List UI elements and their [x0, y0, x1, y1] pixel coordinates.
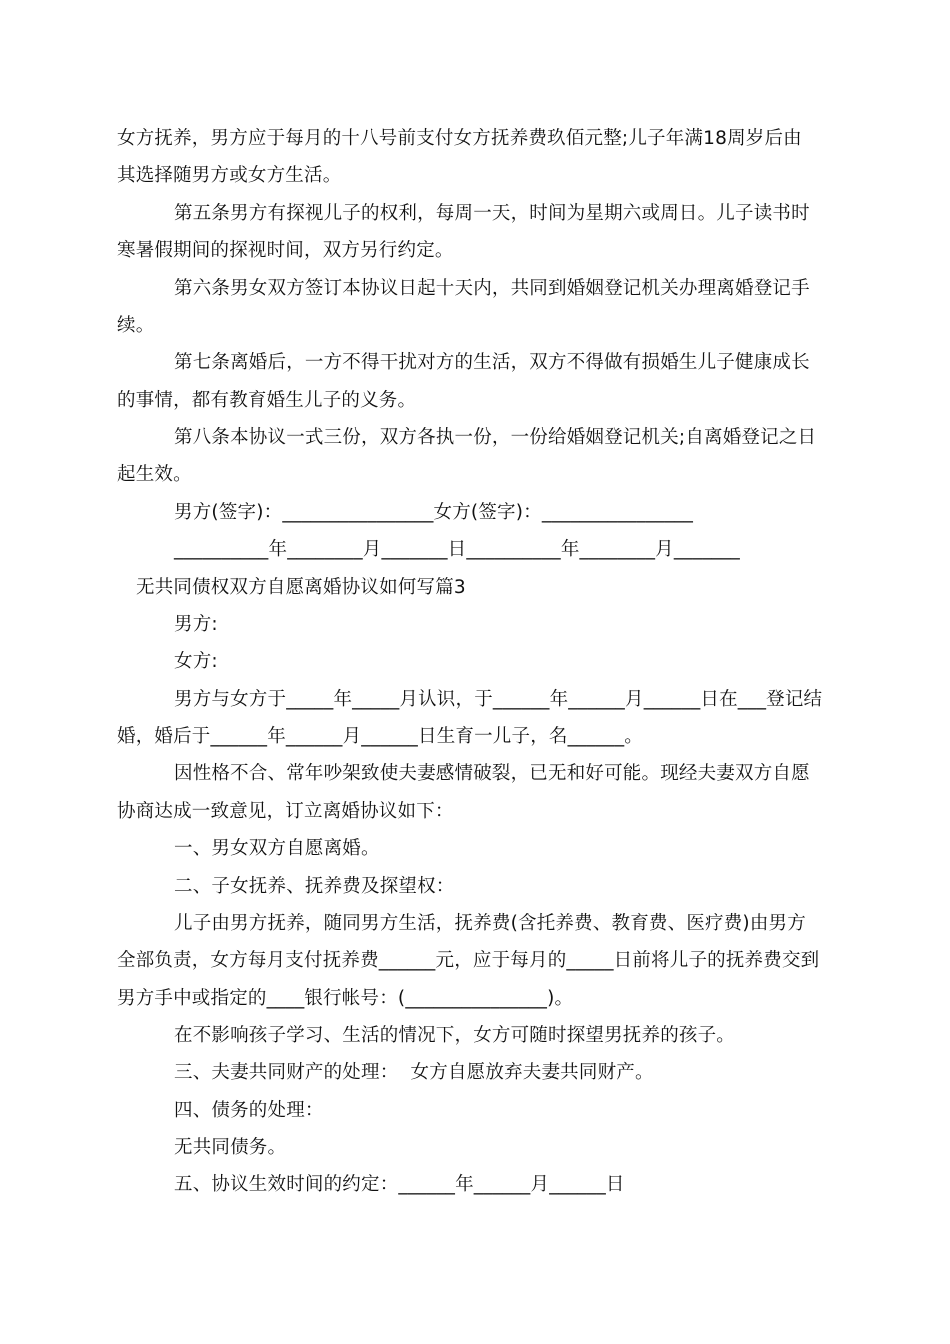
paragraph-line: 男方与女方于_____年_____月认识，于______年______月______日在___登记结	[174, 689, 823, 710]
paragraph-line: 婚，婚后于______年______月______日生育一儿子，名______。	[117, 726, 644, 747]
paragraph-line: 其选择随男方或女方生活。	[117, 165, 342, 186]
paragraph-line: 因性格不合、常年吵架致使夫妻感情破裂，已无和好可能。现经夫妻双方自愿	[174, 763, 810, 784]
paragraph-line: 起生效。	[117, 464, 192, 485]
clause-heading: 四、债务的处理：	[174, 1100, 324, 1121]
paragraph-line: 女方抚养，男方应于每月的十八号前支付女方抚养费玖佰元整;儿子年满18周岁后由	[117, 128, 802, 149]
paragraph-line: 全部负责，女方每月支付抚养费______元，应于每月的_____日前将儿子的抚养费交到	[117, 950, 820, 971]
signature-line: 男方(签字)：________________女方(签字)：________________	[174, 502, 694, 523]
paragraph-line: 续。	[117, 315, 155, 336]
paragraph-line: 第五条男方有探视儿子的权利，每周一天，时间为星期六或周日。儿子读书时	[174, 203, 810, 224]
section-title: 无共同债权双方自愿离婚协议如何写篇3	[136, 577, 466, 598]
paragraph-line: 在不影响孩子学习、生活的情况下，女方可随时探望男抚养的孩子。	[174, 1025, 736, 1046]
paragraph-line: 第六条男女双方签订本协议日起十天内，共同到婚姻登记机关办理离婚登记手	[174, 278, 810, 299]
paragraph-line: 男方手中或指定的____银行帐号：(_______________)。	[117, 988, 574, 1009]
clause-heading: 五、协议生效时间的约定：______年______月______日	[174, 1174, 625, 1195]
clause-heading: 三、夫妻共同财产的处理： 女方自愿放弃夫妻共同财产。	[174, 1062, 654, 1083]
paragraph-line: 儿子由男方抚养，随同男方生活，抚养费(含托养费、教育费、医疗费)由男方	[174, 913, 806, 934]
paragraph-line: 第七条离婚后，一方不得干扰对方的生活，双方不得做有损婚生儿子健康成长	[174, 352, 810, 373]
paragraph-line: 的事情，都有教育婚生儿子的义务。	[117, 390, 417, 411]
clause-heading: 一、男女双方自愿离婚。	[174, 838, 380, 859]
paragraph-line: 协商达成一致意见，订立离婚协议如下：	[117, 801, 454, 822]
date-line: __________年________月_______日__________年________月_______	[174, 539, 741, 560]
paragraph-line: 无共同债务。	[174, 1137, 287, 1158]
clause-heading: 二、子女抚养、抚养费及探望权：	[174, 876, 455, 897]
paragraph-line: 第八条本协议一式三份，双方各执一份，一份给婚姻登记机关;自离婚登记之日	[174, 427, 817, 448]
party-male: 男方:	[174, 614, 218, 635]
party-female: 女方:	[174, 651, 218, 672]
paragraph-line: 寒暑假期间的探视时间，双方另行约定。	[117, 240, 454, 261]
